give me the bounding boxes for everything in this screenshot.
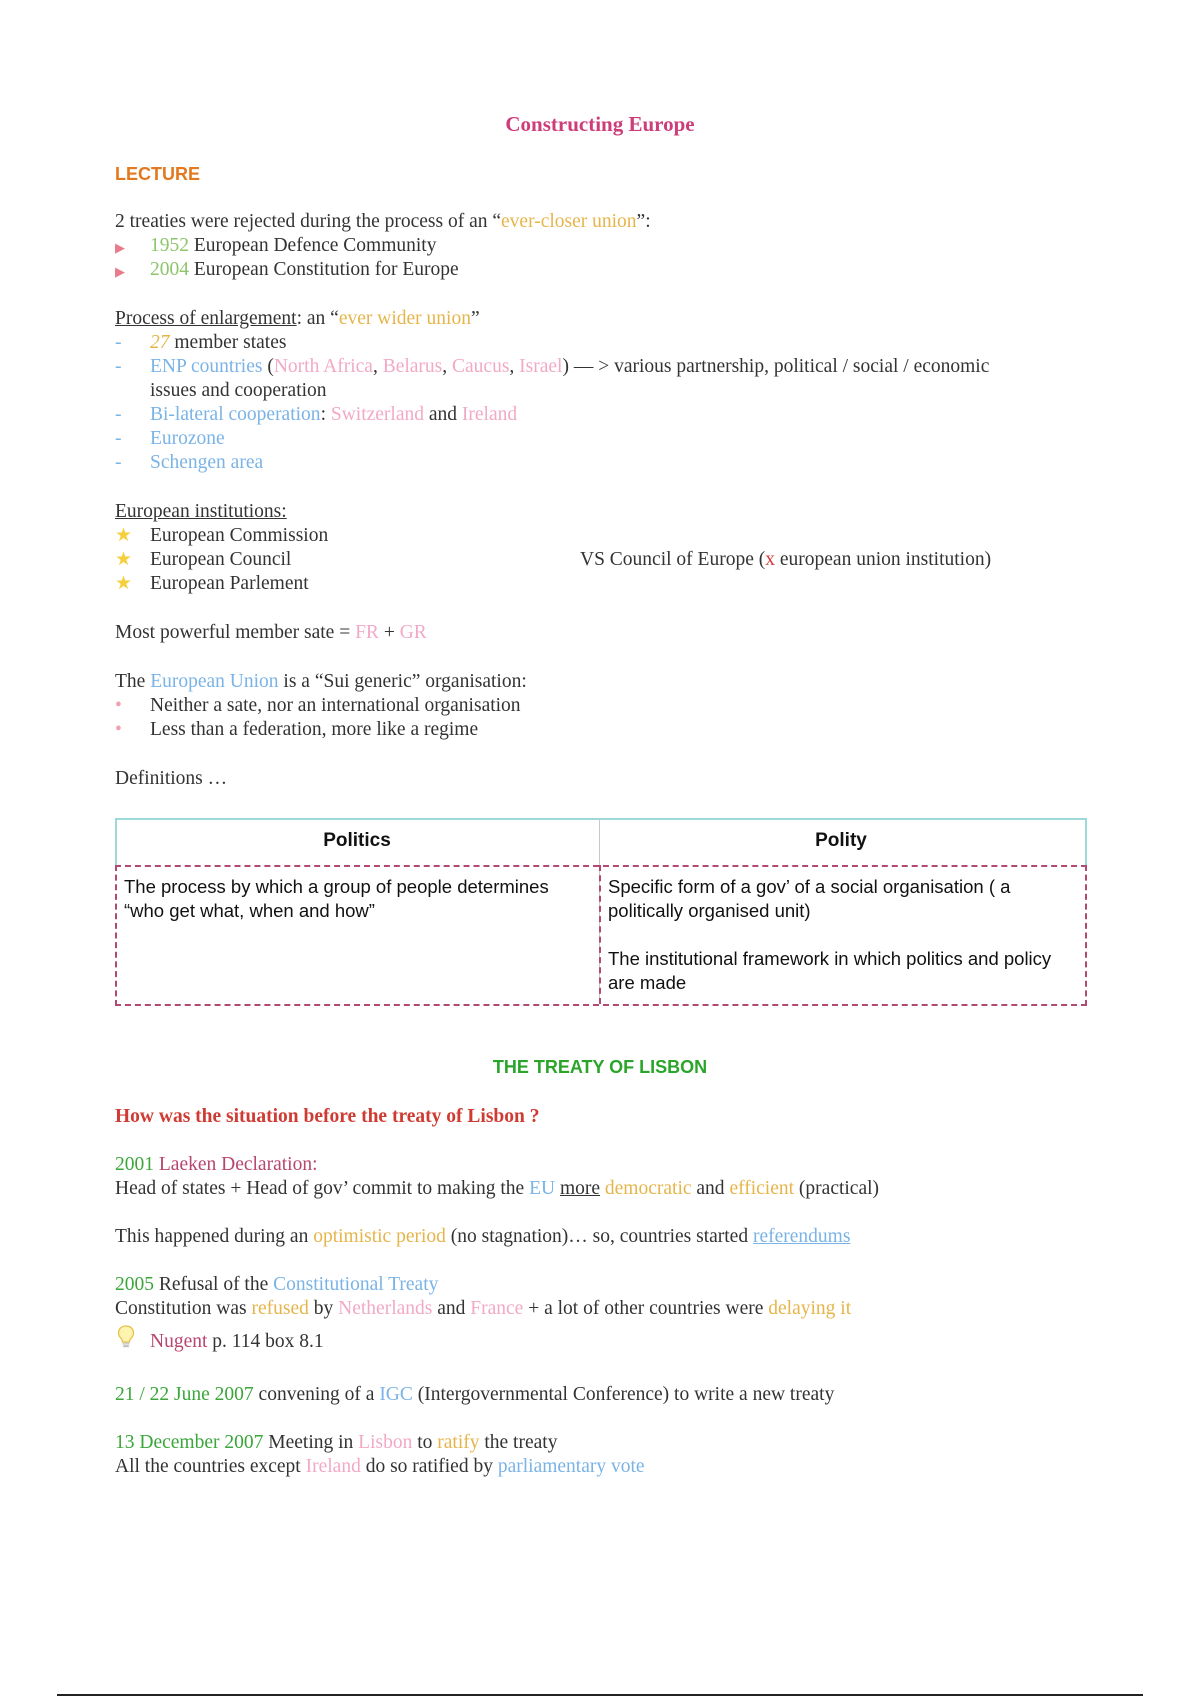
enlargement-mid: : an “ xyxy=(296,308,339,329)
refusal-detail-text: Constitution was xyxy=(115,1298,252,1319)
vs-text-end: european union institution) xyxy=(774,549,992,570)
header-polity: Polity xyxy=(815,830,867,851)
enlargement-heading xyxy=(115,307,480,331)
powerful-text: Most powerful member sate = xyxy=(115,622,356,643)
treaties-intro-end: ”: xyxy=(636,211,651,232)
eurozone-item: Eurozone xyxy=(150,428,225,449)
france: France xyxy=(470,1298,524,1319)
eu-text-pre: The xyxy=(115,671,151,692)
star-icon: ★ xyxy=(115,525,133,546)
constitutional-treaty: Constitutional Treaty xyxy=(273,1274,439,1295)
referendums-link[interactable]: referendums xyxy=(752,1226,851,1247)
eu-item: Less than a federation, more like a regime xyxy=(150,719,479,740)
enp-place: Belarus xyxy=(382,356,443,377)
enp-place: Caucus xyxy=(452,356,510,377)
star-icon: ★ xyxy=(115,549,133,570)
enp-place: Israel xyxy=(519,356,563,377)
page-bottom-rule xyxy=(57,1694,1143,1696)
enp-item-line2: issues and cooperation xyxy=(150,380,327,401)
european-union: European Union xyxy=(150,671,279,692)
treaty-year: 1952 xyxy=(150,235,189,256)
meeting-text: Meeting in xyxy=(263,1432,359,1453)
more-word: more xyxy=(559,1178,601,1199)
fr-label: FR xyxy=(355,622,379,643)
meeting-line xyxy=(115,1431,557,1455)
header-politics: Politics xyxy=(323,830,391,851)
optimistic-period: optimistic period xyxy=(313,1226,446,1247)
member-states-text: member states xyxy=(169,332,287,353)
igc-text: convening of a xyxy=(253,1384,380,1405)
ever-wider-union: ever wider union xyxy=(338,308,471,329)
laeken-year: 2001 xyxy=(115,1154,154,1175)
and-word: and xyxy=(432,1298,471,1319)
enp-item: ENP countries (North Africa, Belarus, Caucus, Israel) — > various partnership, political / social / economic xyxy=(150,356,990,377)
table-body-divider xyxy=(599,865,601,1004)
igc-line xyxy=(115,1383,834,1407)
lisbon-heading: THE TREATY OF LISBON xyxy=(492,1057,708,1077)
delaying-it: delaying it xyxy=(768,1298,852,1319)
efficient-word: efficient xyxy=(729,1178,795,1199)
institutions-heading: European institutions: xyxy=(115,501,287,522)
optimistic-text: This happened during an xyxy=(115,1226,314,1247)
treaties-intro-text: 2 treaties were rejected during the process of an “ xyxy=(115,211,502,232)
enp-open: ( xyxy=(262,356,274,377)
laeken-title xyxy=(115,1153,318,1177)
institution-item: European Parlement xyxy=(150,573,309,594)
council-of-europe-note xyxy=(580,548,991,572)
bilateral-colon: : xyxy=(320,404,331,425)
schengen-item: Schengen area xyxy=(150,452,264,473)
to-word: to xyxy=(412,1432,438,1453)
nugent-reference xyxy=(150,1330,324,1354)
treaties-intro xyxy=(115,210,651,234)
bilateral-and: and xyxy=(424,404,462,425)
meeting-date: 13 December 2007 xyxy=(115,1432,264,1453)
refusal-mid: + a lot of other countries were xyxy=(523,1298,769,1319)
treaty-item xyxy=(150,258,459,282)
dot-bullet-icon: • xyxy=(115,719,122,740)
ever-closer-union: ever-closer union xyxy=(501,211,637,232)
igc-description: (Intergovernmental Conference) to write a new treaty xyxy=(412,1384,835,1405)
eu-text-post: is a “Sui generic” organisation: xyxy=(278,671,527,692)
dash-bullet-icon: - xyxy=(115,452,122,473)
eu-sui-generis-line xyxy=(115,670,527,694)
the-treaty: the treaty xyxy=(479,1432,558,1453)
netherlands: Netherlands xyxy=(338,1298,433,1319)
parliamentary-vote: parliamentary vote xyxy=(497,1456,645,1477)
laeken-detail xyxy=(115,1177,879,1201)
practical-word: (practical) xyxy=(794,1178,880,1199)
triangle-bullet-icon: ▶ xyxy=(115,264,125,279)
star-icon: ★ xyxy=(115,573,133,594)
x-mark: x xyxy=(765,549,775,570)
ireland: Ireland xyxy=(305,1456,361,1477)
laeken-text: Head of states + Head of gov’ commit to making the xyxy=(115,1178,530,1199)
bilateral-country: Switzerland xyxy=(330,404,424,425)
institution-item: European Council xyxy=(150,549,292,570)
politics-definition: The process by which a group of people determines “who get what, when and how” xyxy=(124,876,549,921)
refusal-text: Refusal of the xyxy=(154,1274,274,1295)
refusal-year: 2005 xyxy=(115,1274,154,1295)
enp-description: ) — > various partnership, political / social / economic xyxy=(562,356,990,377)
most-powerful-line xyxy=(115,621,427,645)
ratification-mid: do so ratified by xyxy=(360,1456,498,1477)
lisbon-city: Lisbon xyxy=(358,1432,413,1453)
eu-item: Neither a sate, nor an international organisation xyxy=(150,695,521,716)
polity-definition-2: The institutional framework in which politics and policy are made xyxy=(608,948,1052,993)
dash-bullet-icon: - xyxy=(115,332,122,353)
nugent-page: p. 114 box 8.1 xyxy=(207,1331,324,1352)
institution-item: European Commission xyxy=(150,525,329,546)
enlargement-end: ” xyxy=(470,308,480,329)
lecture-heading: LECTURE xyxy=(115,164,200,184)
treaty-year: 2004 xyxy=(150,259,189,280)
dot-bullet-icon: • xyxy=(115,695,122,716)
eu-abbrev: EU xyxy=(529,1178,556,1199)
igc-date: 21 / 22 June 2007 xyxy=(115,1384,254,1405)
nugent-author: Nugent xyxy=(150,1331,208,1352)
treaty-item xyxy=(150,234,436,258)
definitions-table xyxy=(115,818,1085,1004)
enlargement-label: Process of enlargement xyxy=(115,308,297,329)
member-states-item xyxy=(150,331,286,355)
ratify-word: ratify xyxy=(437,1432,480,1453)
by-word: by xyxy=(308,1298,339,1319)
dash-bullet-icon: - xyxy=(115,428,122,449)
plus-sign: + xyxy=(378,622,400,643)
treaty-name: European Defence Community xyxy=(189,235,437,256)
question-heading: How was the situation before the treaty of Lisbon ? xyxy=(115,1106,540,1127)
bilateral-label: Bi-lateral cooperation xyxy=(150,404,321,425)
refusal-title xyxy=(115,1273,438,1297)
and-word: and xyxy=(691,1178,730,1199)
refused-word: refused xyxy=(251,1298,309,1319)
optimistic-line xyxy=(115,1225,850,1249)
dash-bullet-icon: - xyxy=(115,356,122,377)
definitions-label: Definitions … xyxy=(115,768,228,789)
treaty-name: European Constitution for Europe xyxy=(189,259,459,280)
dash-bullet-icon: - xyxy=(115,404,122,425)
enp-countries: ENP countries xyxy=(150,356,263,377)
laeken-name: Laeken Declaration: xyxy=(154,1154,318,1175)
bilateral-item xyxy=(150,403,517,427)
bilateral-country: Ireland xyxy=(461,404,518,425)
ratification-text: All the countries except xyxy=(115,1456,306,1477)
polity-definition-1: Specific form of a gov’ of a social organisation ( a politically organised unit) xyxy=(608,876,1011,921)
vs-text: VS Council of Europe ( xyxy=(580,549,766,570)
optimistic-mid: (no stagnation)… so, countries started xyxy=(445,1226,753,1247)
page-title: Constructing Europe xyxy=(505,112,695,136)
enp-place: North Africa xyxy=(273,356,373,377)
democratic-word: democratic xyxy=(604,1178,692,1199)
triangle-bullet-icon: ▶ xyxy=(115,240,125,255)
gr-label: GR xyxy=(399,622,427,643)
member-states-count: 27 xyxy=(150,332,170,353)
refusal-detail xyxy=(115,1297,851,1321)
ratification-line xyxy=(115,1455,645,1479)
lightbulb-icon xyxy=(117,1325,135,1350)
igc-abbrev: IGC xyxy=(379,1384,413,1405)
